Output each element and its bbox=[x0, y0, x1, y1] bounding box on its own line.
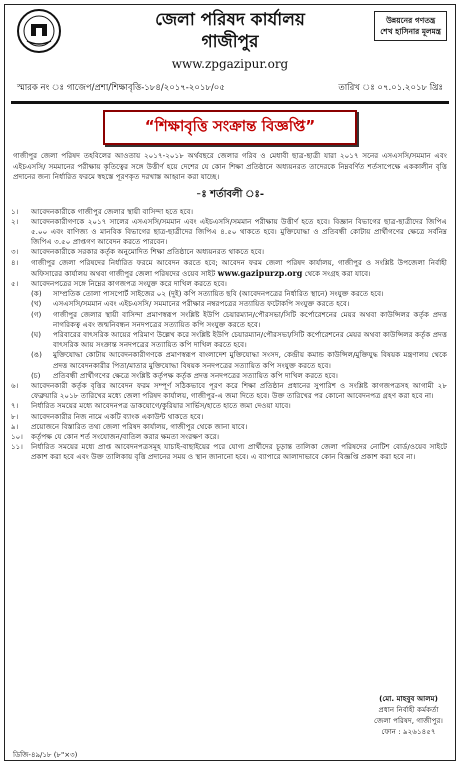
notice-page bbox=[4, 4, 456, 761]
item-number: ১০। bbox=[11, 431, 23, 441]
slogan-line-1: উন্নয়নের গণতন্ত্র bbox=[386, 16, 436, 25]
list-item bbox=[11, 412, 447, 422]
sub-item bbox=[11, 350, 447, 370]
list-item bbox=[11, 247, 447, 257]
signatory-designation: প্রধান নির্বাহী কর্মকর্তা bbox=[378, 705, 439, 714]
signature-block bbox=[374, 693, 443, 737]
item-number: ২। bbox=[11, 216, 19, 226]
memo-number: স্মারক নং ঃ গাজেপ/প্রশা/শিক্ষাবৃত্তি-১৮৪/২০১৭-২০১৮/০৫ bbox=[17, 83, 225, 93]
item-text: গাজীপুর জেলা পরিষদের নির্ধারিত ফরমে আবেদন করতে হবে; আবেদন ফরম জেলা পরিষদ কার্যালয়, গাজীপুর ও সংশ্লিষ্ট উপজেলা নির্বাহী অফিসারের কার্যালয় অথবা গাজীপুর জেলা পরিষদের ওয়েব সাইট bbox=[31, 257, 447, 278]
item-text: আবেদনকারীগণকে ২০১৭ সালের এসএসসি/সমমান এবং এইচএসসি/সমমান পরীক্ষায় উত্তীর্ণ হতে হবে। বিজ্ঞান বিভাগের ছাত্র-ছাত্রীদের জিপিএ ৫.০০ এবং বাণিজ্য ও মানবিক বিভাগের ছাত্র-ছাত্রীদের জিপিএ ৪.৫০ থাকতে হবে। মুক্তিযোদ্ধা ও প্রতিবন্ধী কোটায় প্রার্থীগণের ক্ষেত্রে সর্বনিম্ন জিপিএ ৩.৫০ প্রাপ্তগণ আবেদন করতে পারবেন। bbox=[31, 216, 447, 247]
org-name: জেলা পরিষদ কার্যালয় bbox=[155, 10, 305, 30]
sub-number: (খ) bbox=[31, 299, 42, 309]
item-text: প্রয়োজনে বিস্তারিত তথ্য জেলা পরিষদ কার্যালয়, গাজীপুর থেকে জানা যাবে। bbox=[31, 421, 248, 431]
item-number: ১১। bbox=[11, 442, 23, 452]
slogan-line-2: শেখ হাসিনার মূলমন্ত্র bbox=[380, 27, 441, 36]
item-number: ৪। bbox=[11, 257, 19, 267]
list-item bbox=[11, 422, 447, 432]
item-number: ১। bbox=[11, 206, 19, 216]
sub-text: প্রতিবন্ধী প্রার্থীগণের ক্ষেত্রে সংশ্লিষ্ট কর্তৃপক্ষ কর্তৃক প্রদত্ত সনদপত্রের সত্যায়িত কপি দাখিল করতে হবে। bbox=[53, 370, 338, 380]
item-number: ৭। bbox=[11, 401, 19, 411]
sub-item bbox=[11, 310, 447, 330]
signatory-name: (মো. মাহবুব আলম) bbox=[379, 694, 438, 703]
list-item bbox=[11, 217, 447, 248]
item-text-tail: থেকে সংগ্রহ করা যাবে। bbox=[302, 268, 371, 278]
item-text: আবেদনকারীকে গাজীপুর জেলার স্থায়ী বাসিন্দা হতে হবে। bbox=[31, 206, 194, 216]
org-place: গাজীপুর bbox=[201, 32, 259, 52]
terms-list bbox=[5, 207, 455, 463]
sub-item bbox=[11, 289, 447, 299]
sub-item bbox=[11, 330, 447, 350]
memo-line bbox=[17, 81, 443, 95]
terms-heading: -ঃ শর্তাবলী ঃ- bbox=[196, 188, 264, 200]
list-item bbox=[11, 207, 447, 217]
notice-title: “শিক্ষাবৃত্তি সংক্রান্ত বিজ্ঞপ্তি” bbox=[144, 117, 316, 135]
sub-item bbox=[11, 299, 447, 309]
item-text: আবেদনকারীর নিজ নামে একটি ব্যাংক একাউন্ট থাকতে হবে। bbox=[31, 411, 204, 421]
form-website-link[interactable]: www.gazipurzp.org bbox=[217, 267, 303, 278]
signatory-office: জেলা পরিষদ, গাজীপুর। bbox=[374, 716, 443, 725]
slogan-badge bbox=[374, 11, 447, 41]
item-text: আবেদনকারীকে সরকার কর্তৃক অনুমোদিত শিক্ষা প্রতিষ্ঠানে অধ্যয়নরত থাকতে হবে। bbox=[31, 247, 265, 257]
item-text-wrap bbox=[31, 258, 447, 279]
footer-code: ডিজি-৪৯/১৮ (৮"×৩) bbox=[13, 751, 78, 759]
item-text: নির্ধারিত সময়ের মধ্যে আবেদনপত্র ডাকযোগে/কুরিয়ার সার্ভিস/হাতে হাতে জমা দেওয়া যাবে। bbox=[31, 401, 291, 411]
sub-number: (ক) bbox=[31, 289, 42, 299]
list-item bbox=[11, 442, 447, 462]
title-box bbox=[103, 110, 357, 145]
list-item bbox=[11, 381, 447, 401]
item-number: ৬। bbox=[11, 380, 19, 390]
sub-text: সাম্প্রতিক তোলা পাসপোর্ট সাইজের ০২ (দুই) কপি সত্যায়িত ছবি (আবেদনপত্রের নির্ধারিত স্থানে) সংযুক্ত করতে হবে। bbox=[53, 289, 384, 299]
sub-text: এসএসসি/সমমান এবং এইচএসসি/ সমমানের পরীক্ষার নম্বরপত্রের সত্যায়িত ফটোকপি সংযুক্ত করতে হবে। bbox=[53, 299, 350, 309]
header bbox=[5, 5, 455, 101]
intro-paragraph: গাজীপুর জেলা পরিষদ তহবিলের আওতায় ২০১৭-২০১৮ অর্থবছরে জেলার গরিব ও মেধাবী ছাত্র-ছাত্রী যারা ২০১৭ সনের এসএসসি/সমমান এবং এইচএসসি/ সমমানের পরীক্ষায় কৃতিত্বের সঙ্গে উত্তীর্ণ হয়ে দেশের যে কোন শিক্ষা প্রতিষ্ঠানে অধ্যয়নরত তাদেরকে নিম্নবর্ণিত শর্তসাপেক্ষে এককালীন বৃত্তি প্রদানের জন্য নির্ধারিত ফরমে স্বহস্তে পূরণকৃত দরখাস্ত আহ্বান করা যাচ্ছে। bbox=[13, 151, 447, 181]
item-text: কর্তৃপক্ষ যে কোন শর্ত সংযোজন/বাতিল করার ক্ষমতা সংরক্ষণ করে। bbox=[31, 431, 220, 441]
website-link[interactable]: www.zpgazipur.org bbox=[171, 57, 289, 71]
item-text: আবেদনকারী কর্তৃক বৃত্তির আবেদন ফরম সম্পূর্ণ সঠিকভাবে পূরণ করে শিক্ষা প্রতিষ্ঠান প্রধানের সুপারিশ ও সংশ্লিষ্ট কাগজপত্রসহ আগামী ২৮ ফেব্রুয়ারি ২০১৮ তারিখের মধ্যে জেলা পরিষদ কার্যালয়, গাজীপুর-এ জমা দিতে হবে। উক্ত তারিখের পর কোনো আবেদনপত্র গ্রহণ করা হবে না। bbox=[31, 380, 447, 401]
item-number: ৯। bbox=[11, 421, 19, 431]
item-text: আবেদনপত্রের সঙ্গে নিম্নের কাগজপত্র সংযুক্ত করে দাখিল করতে হবে। bbox=[31, 278, 227, 288]
sub-text: গাজীপুর জেলার স্থায়ী বাসিন্দা প্রমাণস্বরূপ সংশ্লিষ্ট ইউপি চেয়ারম্যান/পৌরসভা/সিটি কর্পোরেশনের মেয়র অথবা কাউন্সিলর কর্তৃক প্রদত্ত নাগরিকত্ব এবং জন্মনিবন্ধন সনদপত্রের সত্যায়িত কপি সংযুক্ত করতে হবে। bbox=[53, 309, 447, 329]
memo-date: তারিখ ঃ ০৭.০১.২০১৮ খ্রিঃ bbox=[338, 83, 443, 93]
sub-number: (ঘ) bbox=[31, 329, 42, 339]
list-item bbox=[11, 279, 447, 289]
item-text: নির্ধারিত সময়ের মধ্যে প্রাপ্ত আবেদনপত্রসমূহ যাচাই-বাছাইয়ের পরে যোগ্য প্রার্থীদের চূড়ান্ত তালিকা জেলা পরিষদের নোটিশ বোর্ড/ওয়েব সাইটে প্রকাশ করা হবে এবং উক্ত তালিকায় বৃত্তি প্রদানের সময় ও স্থান জানানো হবে। এ ব্যাপারে আলাদাভাবে কোন বিজ্ঞপ্তি প্রকাশ করা হবে না। bbox=[31, 442, 447, 462]
sub-number: (চ) bbox=[31, 370, 41, 380]
header-divider bbox=[11, 101, 449, 104]
item-number: ৩। bbox=[11, 247, 19, 257]
list-item bbox=[11, 432, 447, 442]
sub-number: (গ) bbox=[31, 309, 42, 319]
signatory-phone: ফোন : ৯২৬১৪৫৭ bbox=[381, 727, 436, 736]
sub-text: পরিবারের বাৎসরিক আয়ের পরিমাণ উল্লেখ করে সংশ্লিষ্ট ইউপি চেয়ারম্যান/পৌরসভা/সিটি কর্পোরেশনের মেয়র অথবা কাউন্সিলর কর্তৃক প্রদত্ত বাৎসরিক আয় সংক্রান্ত সনদপত্রের সত্যায়িত কপি দাখিল করতে হবে। bbox=[53, 329, 447, 350]
item-number: ৫। bbox=[11, 278, 19, 288]
item-number: ৮। bbox=[11, 411, 19, 421]
list-item bbox=[11, 401, 447, 411]
sub-item bbox=[11, 371, 447, 381]
sub-text: মুক্তিযোদ্ধা কোটায় আবেদনকারীগণকে প্রমাণস্বরূপ বাংলাদেশ মুক্তিযোদ্ধা সংসদ, কেন্দ্রীয় কমান্ড কাউন্সিল/মুক্তিযুদ্ধ বিষয়ক মন্ত্রণালয় থেকে প্রদত্ত আবেদনকারীর পিতা/মাতার মুক্তিযোদ্ধা বিষয়ক সনদপত্রের সত্যায়িত কপি সংযুক্ত করতে হবে। bbox=[53, 350, 447, 370]
sub-number: (ঙ) bbox=[31, 350, 42, 360]
list-item bbox=[11, 258, 447, 279]
